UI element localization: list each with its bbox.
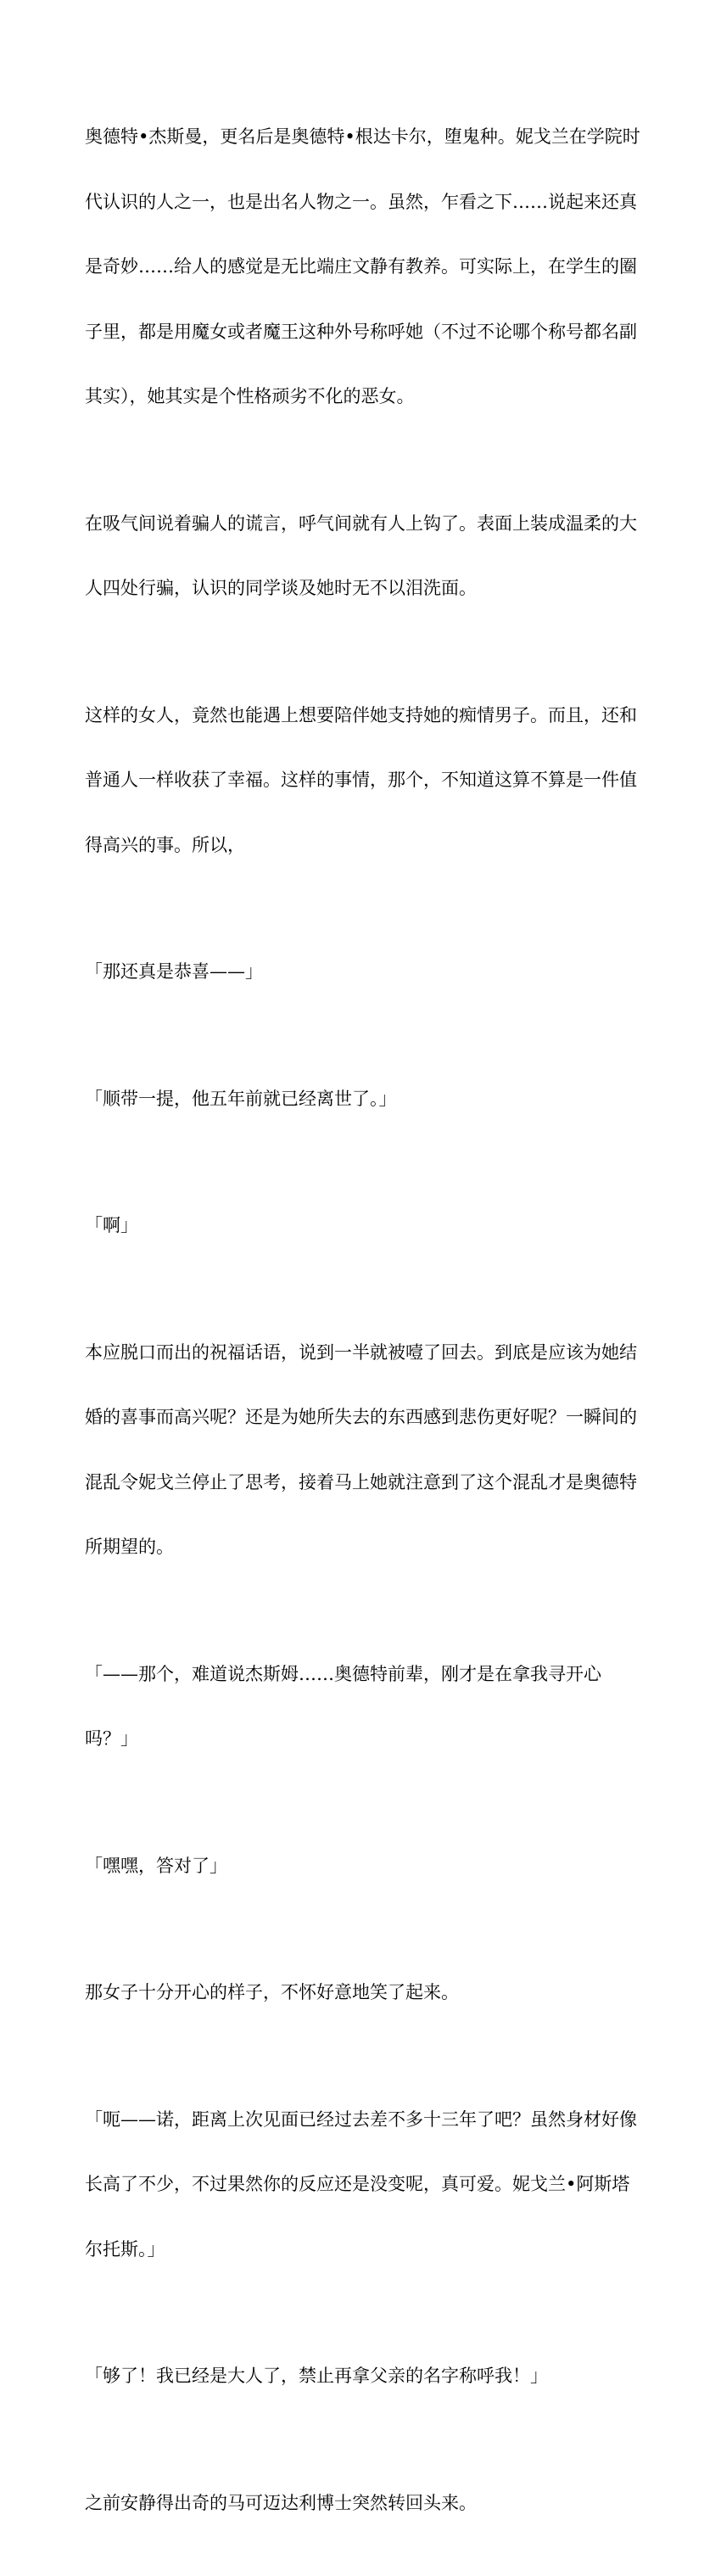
paragraph-lies [85,470,662,643]
dialogue-teasing-question [85,1621,662,1794]
text-line: 其实），她其实是个性格顽劣不化的恶女。 [85,386,415,406]
dialogue-passed-away [85,1045,662,1154]
document-page [85,83,662,2576]
text-line: 长高了不少，不过果然你的反应还是没变呢，真可爱。妮戈兰•阿斯塔 [85,2174,630,2194]
paragraph-doctor-turns [85,2450,662,2558]
text-line: 「够了！我已经是大人了，禁止再拿父亲的名字称呼我！」 [85,2366,548,2386]
text-line: 在吸气间说着骗人的谎言，呼气间就有人上钩了。表面上装成温柔的大 [85,512,637,534]
text-line: 吗？」 [85,1728,138,1749]
text-line: 本应脱口而出的祝福话语，说到一半就被噎了回去。到底是应该为她结 [85,1341,637,1363]
dialogue-ah [85,1172,662,1280]
text-line: 奥德特•杰斯曼，更名后是奥德特•根达卡尔，堕鬼种。妮戈兰在学院时 [85,126,640,147]
text-line: 婚的喜事而高兴呢？还是为她所失去的东西感到悲伤更好呢？一瞬间的 [85,1407,637,1427]
dialogue-enough [85,2322,662,2431]
text-line: 这样的女人，竟然也能遇上想要陪伴她支持她的痴情男子。而且，还和 [85,704,637,725]
paragraph-happiness [85,662,662,900]
paragraph-laugh [85,1939,662,2047]
text-line: 之前安静得出奇的马可迈达利博士突然转回头来。 [85,2492,477,2513]
dialogue-congratulations [85,918,662,1027]
text-line: 那女子十分开心的样子，不怀好意地笑了起来。 [85,1982,459,2002]
text-line: 是奇妙……给人的感觉是无比端庄文静有教养。可实际上，在学生的圈 [85,256,637,277]
text-line: 「那还真是恭喜——」 [85,961,263,982]
text-line: 「呃——诺，距离上次见面已经过去差不多十三年了吧？虽然身材好像 [85,2108,637,2130]
text-line: 子里，都是用魔女或者魔王这种外号称呼她（不过不论哪个称号都名副 [85,321,637,342]
text-line: 混乱令妮戈兰停止了思考，接着马上她就注意到了这个混乱才是奥德特 [85,1471,637,1492]
text-line: 「顺带一提，他五年前就已经离世了。」 [85,1088,397,1109]
text-line: 代认识的人之一，也是出名人物之一。虽然，乍看之下……说起来还真 [85,191,637,212]
text-line: 所期望的。 [85,1537,174,1557]
text-line: 「啊」 [85,1215,138,1235]
text-line: 普通人一样收获了幸福。这样的事情，那个，不知道这算不算是一件值 [85,770,637,790]
text-line: 尔托斯。」 [85,2238,165,2260]
text-line: 「——那个，难道说杰斯姆……奥德特前辈，刚才是在拿我寻开心 [85,1663,601,1684]
paragraph-confusion [85,1299,662,1602]
text-line: 人四处行骗，认识的同学谈及她时无不以泪洗面。 [85,578,477,598]
paragraph-odette-intro [85,83,662,451]
dialogue-correct [85,1812,662,1921]
text-line: 「嘿嘿，答对了」 [85,1855,227,1876]
dialogue-thirteen-years [85,2066,662,2304]
text-line: 得高兴的事。所以， [85,834,245,855]
